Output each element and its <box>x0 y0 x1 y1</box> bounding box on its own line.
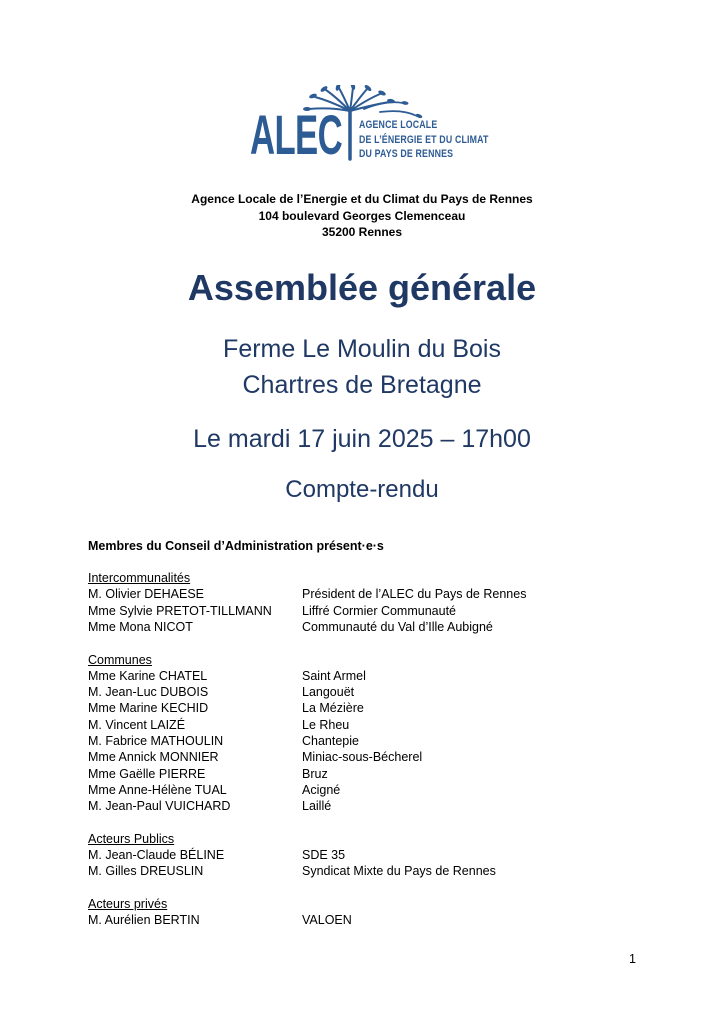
member-organization: Liffré Cormier Communauté <box>302 603 456 618</box>
member-row <box>88 847 724 863</box>
member-row <box>88 619 724 635</box>
venue <box>0 331 724 403</box>
member-row <box>88 700 724 716</box>
section-acteurs-prives <box>88 896 724 929</box>
member-organization: La Mézière <box>302 701 364 716</box>
agency-address <box>0 191 724 241</box>
member-row <box>88 863 724 879</box>
member-row <box>88 684 724 700</box>
section-label: Communes <box>88 652 152 667</box>
page-number: 1 <box>629 952 636 966</box>
member-row <box>88 733 724 749</box>
address-line: Agence Locale de l’Energie et du Climat du Pays de Rennes <box>191 192 533 206</box>
member-row <box>88 798 724 814</box>
member-row <box>88 603 724 619</box>
member-name: M. Jean-Claude BÉLINE <box>88 848 225 863</box>
member-organization: Miniac-sous-Bécherel <box>302 750 423 765</box>
member-organization: Président de l’ALEC du Pays de Rennes <box>302 587 527 602</box>
member-name: M. Fabrice MATHOULIN <box>88 734 224 749</box>
member-row <box>88 782 724 798</box>
logo-tagline-line: DE L’ÉNERGIE ET DU CLIMAT <box>358 133 488 146</box>
member-organization: Bruz <box>302 766 328 781</box>
section-label: Intercommunalités <box>88 571 191 586</box>
member-name: M. Jean-Paul VUICHARD <box>88 799 231 814</box>
member-row <box>88 749 724 765</box>
section-label: Acteurs Publics <box>88 831 175 846</box>
address-line: 104 boulevard Georges Clemenceau <box>258 208 466 223</box>
member-row <box>88 668 724 684</box>
logo-tagline <box>359 118 488 162</box>
member-name: Mme Anne-Hélène TUAL <box>88 782 227 797</box>
member-organization: Le Rheu <box>302 717 350 732</box>
member-organization: Laillé <box>302 799 332 814</box>
member-organization: Acigné <box>302 782 341 797</box>
member-name: Mme Sylvie PRETOT-TILLMANN <box>88 603 272 618</box>
member-name: M. Gilles DREUSLIN <box>88 864 204 879</box>
venue-line-2: Chartres de Bretagne <box>242 370 482 399</box>
member-name: Mme Annick MONNIER <box>88 750 219 765</box>
meeting-datetime: Le mardi 17 juin 2025 – 17h00 <box>193 424 531 453</box>
logo-acronym: ALEC <box>249 103 342 166</box>
address-line: 35200 Rennes <box>321 225 403 239</box>
member-name: Mme Karine CHATEL <box>88 668 208 683</box>
member-organization: Langouët <box>302 685 355 700</box>
section-communes <box>88 652 724 815</box>
document-title: Assemblée générale <box>187 266 537 308</box>
member-organization: SDE 35 <box>302 848 346 863</box>
member-name: Mme Gaëlle PIERRE <box>88 766 206 781</box>
logo-tagline-line: AGENCE LOCALE <box>358 119 437 131</box>
venue-line-1: Ferme Le Moulin du Bois <box>223 334 501 363</box>
section-intercommunalites <box>88 570 724 635</box>
member-name: Mme Mona NICOT <box>88 619 193 634</box>
section-acteurs-publics <box>88 831 724 880</box>
member-name: M. Olivier DEHAESE <box>88 587 204 602</box>
member-name: M. Jean-Luc DUBOIS <box>88 685 209 700</box>
member-name: M. Aurélien BERTIN <box>88 913 200 928</box>
member-name: M. Vincent LAIZÉ <box>88 717 186 732</box>
member-organization: Communauté du Val d’Ille Aubigné <box>302 619 493 634</box>
member-row <box>88 586 724 602</box>
member-organization: Syndicat Mixte du Pays de Rennes <box>302 864 496 879</box>
section-label: Acteurs privés <box>88 897 168 912</box>
member-row <box>88 717 724 733</box>
logo-tagline-line: DU PAYS DE RENNES <box>358 148 453 160</box>
attendees-heading: Membres du Conseil d’Administration présent·e·s <box>88 538 384 553</box>
member-row <box>88 766 724 782</box>
member-organization: Saint Armel <box>302 668 366 683</box>
member-organization: VALOEN <box>302 913 352 928</box>
attendees-list <box>88 538 724 929</box>
document-type: Compte-rendu <box>285 475 439 503</box>
member-organization: Chantepie <box>302 734 359 749</box>
member-row <box>88 912 724 928</box>
alec-logo <box>246 85 488 177</box>
member-name: Mme Marine KECHID <box>88 701 209 716</box>
